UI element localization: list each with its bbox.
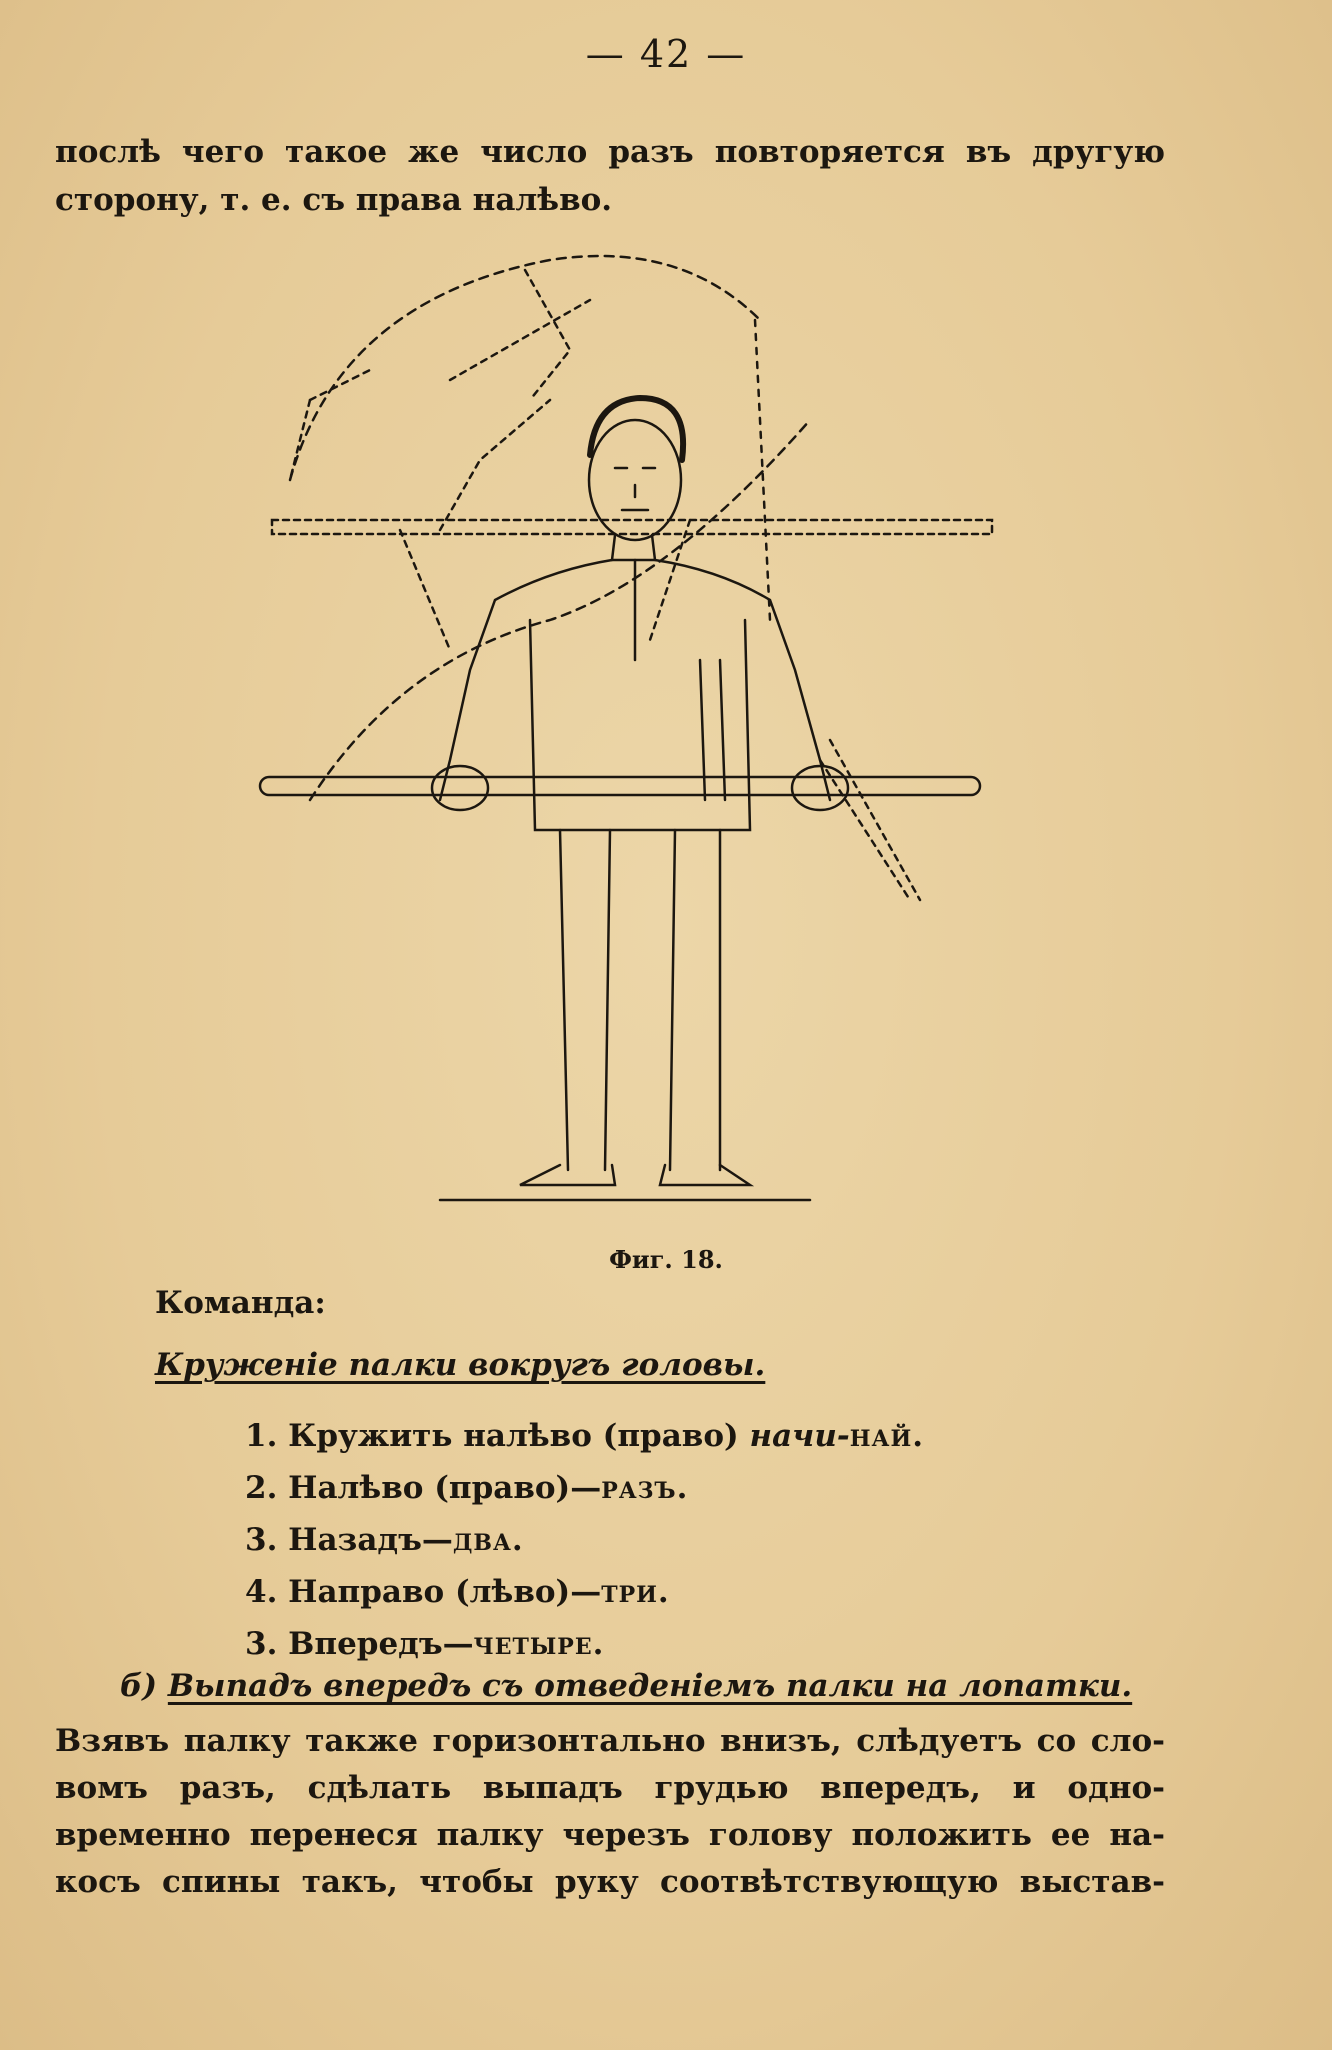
figure-head <box>589 420 681 540</box>
intro-line: сторону, т. е. съ права налѣво. <box>55 182 613 218</box>
intro-paragraph <box>55 128 1165 224</box>
gymnastic-stick <box>260 777 980 795</box>
section-paragraph <box>55 1718 1165 1906</box>
dashed-motion-line <box>755 320 770 620</box>
paragraph-line: косъ спины такъ, чтобы руку соотвѣтствующую выстав- <box>55 1864 1165 1900</box>
page-number: — 42 — <box>585 32 747 76</box>
command-title: Круженіе палки вокругъ головы. <box>155 1347 766 1383</box>
dashed-motion-arc <box>290 256 760 480</box>
figure-illustration <box>250 240 1030 1230</box>
paragraph-line: вомъ разъ, сдѣлать выпадъ грудью впередъ, и одно- <box>55 1770 1165 1806</box>
list-item: 3. Назадъ—два. <box>245 1522 524 1558</box>
section-title: Выпадъ впередъ съ отведеніемъ палки на лопатки. <box>167 1668 1133 1704</box>
command-label: Команда: <box>155 1285 326 1321</box>
intro-line: послѣ чего такое же число разъ повторяется въ другую <box>55 134 1165 170</box>
list-item: 2. Налѣво (право)—разъ. <box>245 1470 689 1506</box>
paragraph-line: временно перенеся палку черезъ голову положить ее на- <box>55 1817 1165 1853</box>
list-item: 4. Направо (лѣво)—три. <box>245 1574 670 1610</box>
list-item: 1. Кружить налѣво (право) начи-най. <box>245 1418 925 1454</box>
command-list <box>245 1410 924 1670</box>
section-marker: б) <box>120 1668 158 1704</box>
list-item: 3. Впередъ—четыре. <box>245 1626 605 1662</box>
dashed-motion-arc <box>310 420 810 800</box>
figure-caption: Фиг. 18. <box>609 1245 723 1274</box>
paragraph-line: Взявъ палку также горизонтально внизъ, слѣдуетъ со сло- <box>55 1723 1165 1759</box>
dashed-stick <box>272 520 992 534</box>
section-heading <box>120 1668 1132 1704</box>
